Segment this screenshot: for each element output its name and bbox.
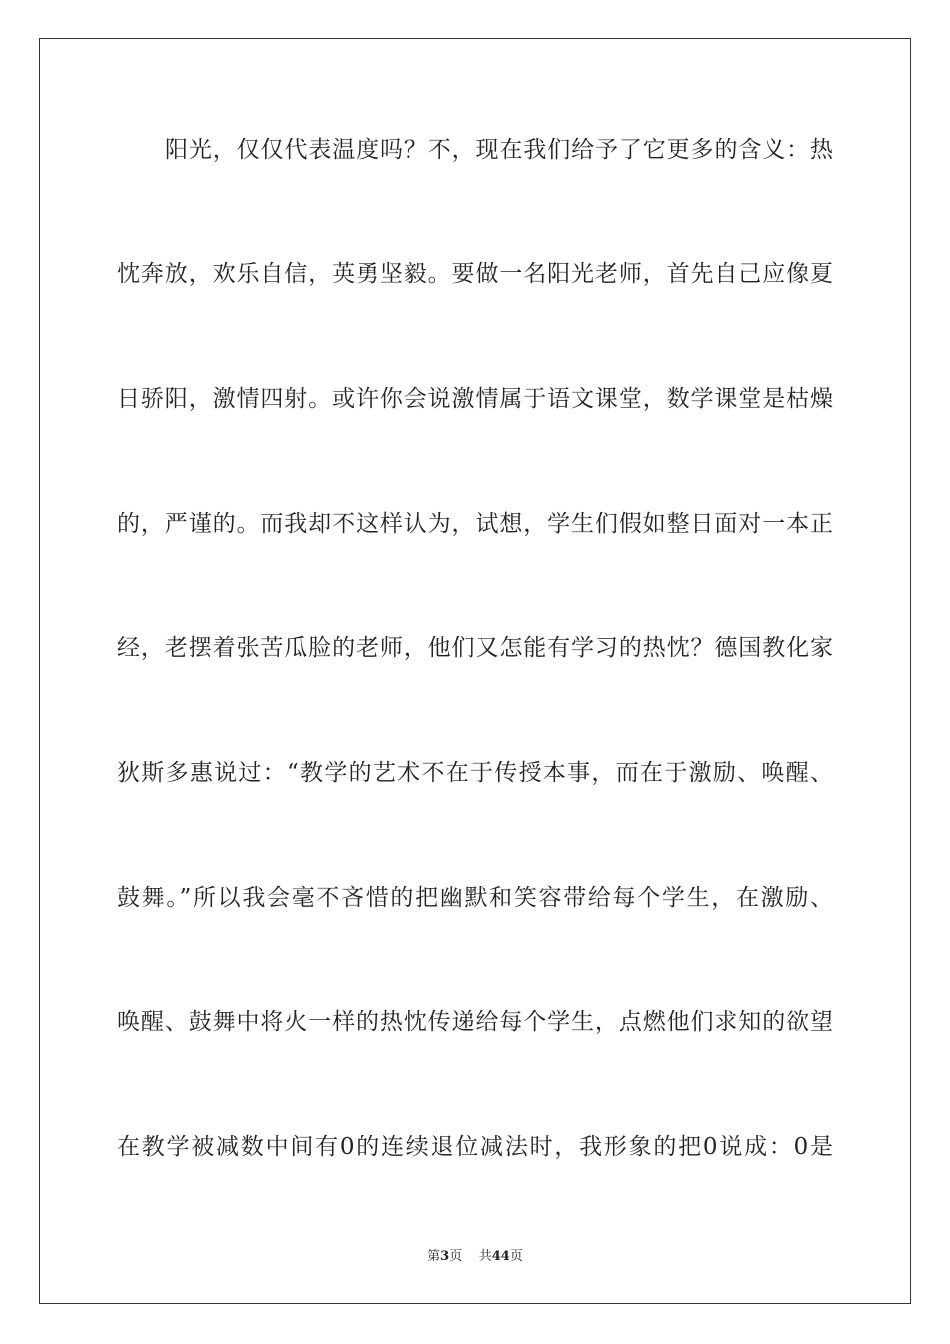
page-suffix: 页 <box>449 1249 463 1264</box>
total-pages: 44 <box>491 1249 510 1264</box>
paragraph-line: 日骄阳，激情四射。或许你会说激情属于语文课堂，数学课堂是枯燥 <box>117 386 833 412</box>
paragraph-line: 忱奔放，欢乐自信，英勇坚毅。要做一名阳光老师，首先自己应像夏 <box>117 261 833 287</box>
paragraph-line: 阳光，仅仅代表温度吗？不，现在我们给予了它更多的含义：热 <box>165 137 833 163</box>
page-frame <box>39 38 911 1304</box>
page-footer <box>0 1248 950 1266</box>
page-prefix: 第 <box>427 1249 441 1264</box>
paragraph-line: 在教学被减数中间有0的连续退位减法时，我形象的把0说成：0是 <box>117 1134 833 1160</box>
paragraph-line: 唤醒、鼓舞中将火一样的热忱传递给每个学生，点燃他们求知的欲望 <box>117 1009 833 1035</box>
page-number: 3 <box>440 1249 450 1264</box>
total-prefix: 共 <box>478 1249 492 1264</box>
paragraph-line: 的，严谨的。而我却不这样认为，试想，学生们假如整日面对一本正 <box>117 511 833 537</box>
paragraph-line: 狄斯多惠说过：“教学的艺术不在于传授本事，而在于激励、唤醒、 <box>117 760 833 786</box>
paragraph-line: 鼓舞。”所以我会毫不吝惜的把幽默和笑容带给每个学生，在激励、 <box>117 885 833 911</box>
paragraph-line: 经，老摆着张苦瓜脸的老师，他们又怎能有学习的热忱？德国教化家 <box>117 635 833 661</box>
total-suffix: 页 <box>509 1249 523 1264</box>
